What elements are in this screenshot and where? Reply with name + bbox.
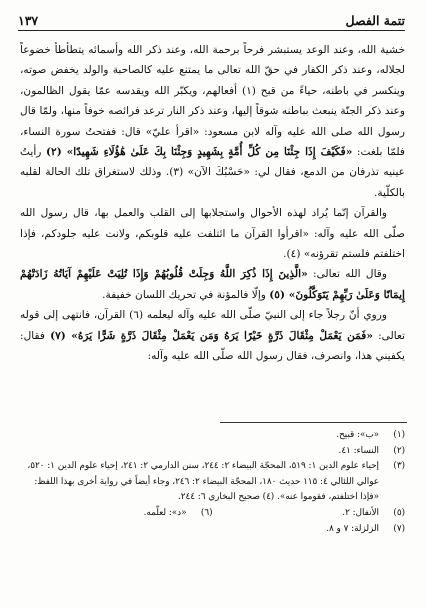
footnote-text: الزلزلة: ٧ و ٨.	[326, 523, 379, 534]
text-span: والقرآن إنّما يُراد لهذه الأحوال واستجلابها إلى القلب والعمل بها، قال رسول الله صلّى الله عليه وآله: «اقرأوا القرآن ما ائتلفت عليه قلوبكم، ولانت عليه جلودكم، فإذا اختلفتم فلستم تقرؤنه» (٤).	[20, 207, 405, 261]
footnote-number: (١)	[393, 430, 405, 440]
page-number: ١٣٧	[18, 13, 39, 28]
paragraph-3	[20, 264, 405, 305]
paragraph-2	[20, 203, 405, 264]
footnote	[20, 428, 405, 444]
text-span: خشية الله، وعند الوعد يستبشر فرحاً برحمة الله، وعند ذكر الله وأسمائه يتطأطأ خضوعاً لجلاله، وعند ذكر الكفار في حقّ الله تعالى ما يمتنع عليه كالصاحبة والولد يخفض صوته، وينكسر في باطنه، حياءً من قبح (١) أفعالهم، ويكبّر الله ويقدسه عمّا يقول الظالمون، وعند ذكر الجنّة ينبعث بباطنه شوقاً إليها، وعند ذكر النار ترعد فرائصه خوفاً منها، ولمّا قال رسول الله صلى الله عليه وآله لابن مسعود: «اقرأ عليّ» قال: ففتحتُ سورة النساء، فلمّا بلغت:	[20, 44, 405, 159]
footnote-row	[20, 506, 405, 522]
main-text	[20, 40, 405, 367]
footnote-text: «د»: لعلّمه.	[143, 507, 187, 518]
text-span: وإلّا فالمؤنة في تحريك اللسان خفيفة.	[102, 288, 266, 301]
footnote-number: (٢)	[393, 445, 405, 456]
quran-verse: «فَمَن يَعْمَلْ مِثْقَالَ ذَرَّةٍ خَيْرًا يَرَهُ وَمَن يَعْمَلْ مِثْقَالَ ذَرَّةٍ شَرًّا يَرَهُ» (٧)	[50, 329, 373, 342]
footnote	[20, 444, 405, 460]
footnotes	[20, 428, 405, 537]
section-title: تتمة الفصل	[345, 13, 405, 28]
text-span: رأيتُ عينيه تذرفان من الدمع، فقال لي: «حَسْبُكَ الآن» (٣). وذلك لاستغراق تلك الحالة لقلبه بالكلّية.	[20, 146, 406, 199]
footnote	[20, 506, 213, 522]
text-span: فقال: يكفيني هذا، وانصرف، فقال رسول الله صلّى الله عليه وآله:	[20, 329, 405, 363]
quran-verse: «الَّذِينَ إِذَا ذُكِرَ اللَّهُ وَجِلَتْ قُلُوبُهُمْ وَإِذَا تُلِيَتْ عَلَيْهِمْ آيَاتُهُ زَادَتْهُمْ إِيمَانًا وَعَلَىٰ رَبِّهِمْ يَتَوَكَّلُونَ» (٥)	[20, 268, 405, 301]
text-span: وقال الله تعالى:	[313, 268, 387, 281]
footnote	[20, 459, 405, 506]
paragraph-4	[20, 305, 405, 366]
footnote-number: (٧)	[393, 523, 405, 534]
footnote-rule	[220, 422, 407, 423]
footnote-text: إحياء علوم الدين ١: ٥١٩، المحجّة البيضاء ٢: ٢٤٤، سنن الدارمي ٢: ٢٤١، إحياء علوم الدين ١: ٥٢٠، عوالي اللئالي ٤: ١١٥ حديث ١٨٠، المحجّة البيضاء ٢: ٢٤٦، وجاء أيضاً في رواية أخرى بهذا اللفظ: «فإذا اختلفتم، فقوموا عنه». (٤) صحيح البخاري ٦: ٢٤٤.	[27, 461, 379, 503]
footnote-text: النساء: ٤١.	[338, 445, 379, 456]
footnote-number: (٦)	[200, 507, 213, 518]
quran-verse: «فَكَيْفَ إِذَا جِئْنَا مِن كُلِّ أُمَّةٍ بِشَهِيدٍ وَجِئْنَا بِكَ عَلَىٰ هَٰؤُلَاءِ شَهِيدًا» (٢)	[46, 146, 353, 159]
running-header	[18, 8, 405, 28]
footnote-number: (٣)	[393, 461, 405, 472]
footnote-number: (٥)	[393, 507, 405, 518]
footnote	[213, 506, 406, 522]
text-span: وروي أنّ رجلاً جاء إلى النبيّ صلّى الله عليه وآله ليعلمه (٦) القرآن، فانتهى إلى قوله تعالى:	[20, 309, 406, 342]
header-rule	[18, 30, 405, 31]
paragraph-1	[20, 40, 405, 203]
footnote	[20, 522, 405, 538]
footnote-text: الأنفال: ٢.	[342, 507, 379, 518]
footnote-text: «ب»: قبيح.	[336, 430, 379, 440]
